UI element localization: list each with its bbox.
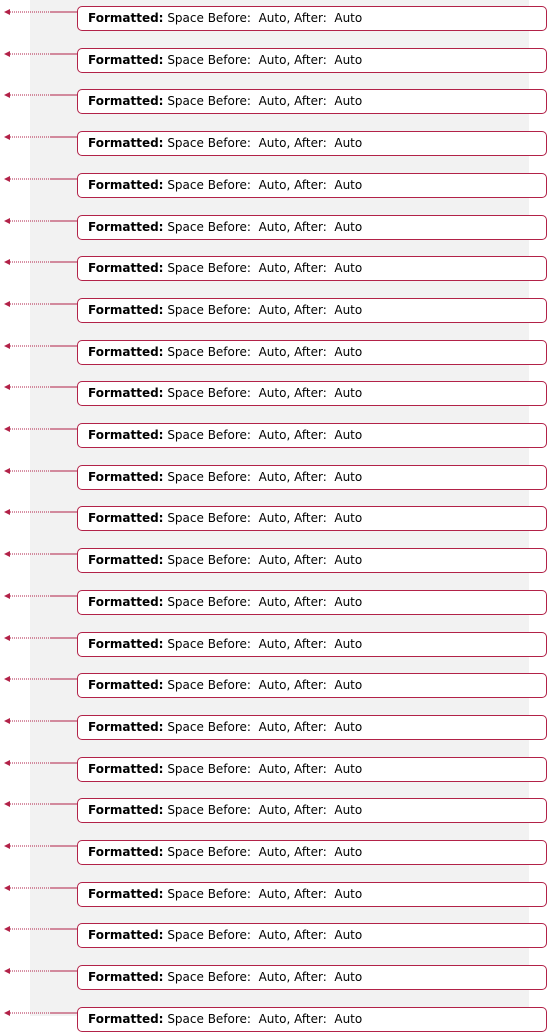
- balloon-label: Formatted:: [88, 720, 164, 734]
- balloon-row: [0, 256, 529, 284]
- balloon-connector-line: [0, 923, 80, 951]
- balloon-detail: Space Before: Auto, After: Auto: [167, 428, 363, 442]
- left-arrow-icon: [4, 51, 10, 57]
- balloon-row: [0, 590, 529, 618]
- left-arrow-icon: [4, 593, 10, 599]
- balloon-detail: Space Before: Auto, After: Auto: [167, 887, 363, 901]
- balloon-label: Formatted:: [88, 345, 164, 359]
- balloon-label: Formatted:: [88, 261, 164, 275]
- formatting-balloon[interactable]: [77, 798, 547, 823]
- balloon-detail: Space Before: Auto, After: Auto: [167, 678, 363, 692]
- balloon-connector-line: [0, 340, 80, 368]
- balloon-label: Formatted:: [88, 303, 164, 317]
- balloon-label: Formatted:: [88, 136, 164, 150]
- balloon-label: Formatted:: [88, 511, 164, 525]
- balloon-label: Formatted:: [88, 470, 164, 484]
- left-arrow-icon: [4, 259, 10, 265]
- formatting-balloon[interactable]: [77, 673, 547, 698]
- balloon-detail: Space Before: Auto, After: Auto: [167, 345, 363, 359]
- balloon-row: [0, 715, 529, 743]
- balloon-detail: Space Before: Auto, After: Auto: [167, 553, 363, 567]
- balloon-label: Formatted:: [88, 386, 164, 400]
- balloon-row: [0, 673, 529, 701]
- balloon-connector-line: [0, 798, 80, 826]
- balloon-detail: Space Before: Auto, After: Auto: [167, 386, 363, 400]
- balloon-detail: Space Before: Auto, After: Auto: [167, 720, 363, 734]
- balloon-row: [0, 6, 529, 34]
- balloon-detail: Space Before: Auto, After: Auto: [167, 220, 363, 234]
- left-arrow-icon: [4, 468, 10, 474]
- left-arrow-icon: [4, 885, 10, 891]
- balloon-label: Formatted:: [88, 803, 164, 817]
- balloon-connector-line: [0, 6, 80, 34]
- balloon-detail: Space Before: Auto, After: Auto: [167, 803, 363, 817]
- balloon-detail: Space Before: Auto, After: Auto: [167, 762, 363, 776]
- balloon-detail: Space Before: Auto, After: Auto: [167, 94, 363, 108]
- balloon-connector-line: [0, 757, 80, 785]
- balloon-connector-line: [0, 590, 80, 618]
- left-arrow-icon: [4, 426, 10, 432]
- balloon-row: [0, 1007, 529, 1035]
- formatting-balloon[interactable]: [77, 215, 547, 240]
- balloon-connector-line: [0, 632, 80, 660]
- balloon-row: [0, 506, 529, 534]
- balloon-connector-line: [0, 465, 80, 493]
- balloon-connector-line: [0, 256, 80, 284]
- balloon-detail: Space Before: Auto, After: Auto: [167, 1012, 363, 1026]
- balloon-row: [0, 215, 529, 243]
- left-arrow-icon: [4, 218, 10, 224]
- balloon-detail: Space Before: Auto, After: Auto: [167, 595, 363, 609]
- balloon-connector-line: [0, 673, 80, 701]
- balloon-detail: Space Before: Auto, After: Auto: [167, 928, 363, 942]
- balloon-label: Formatted:: [88, 94, 164, 108]
- formatting-balloon[interactable]: [77, 381, 547, 406]
- formatting-balloon[interactable]: [77, 840, 547, 865]
- balloon-row: [0, 757, 529, 785]
- formatting-balloon[interactable]: [77, 882, 547, 907]
- balloon-row: [0, 423, 529, 451]
- formatting-balloon[interactable]: [77, 757, 547, 782]
- balloon-row: [0, 632, 529, 660]
- balloon-label: Formatted:: [88, 887, 164, 901]
- balloon-row: [0, 840, 529, 868]
- balloon-row: [0, 173, 529, 201]
- balloon-row: [0, 298, 529, 326]
- balloon-label: Formatted:: [88, 762, 164, 776]
- balloon-detail: Space Before: Auto, After: Auto: [167, 178, 363, 192]
- balloon-row: [0, 131, 529, 159]
- balloon-detail: Space Before: Auto, After: Auto: [167, 261, 363, 275]
- left-arrow-icon: [4, 801, 10, 807]
- left-arrow-icon: [4, 718, 10, 724]
- balloon-detail: Space Before: Auto, After: Auto: [167, 470, 363, 484]
- balloon-detail: Space Before: Auto, After: Auto: [167, 136, 363, 150]
- balloon-connector-line: [0, 298, 80, 326]
- balloon-detail: Space Before: Auto, After: Auto: [167, 970, 363, 984]
- balloon-label: Formatted:: [88, 637, 164, 651]
- balloon-connector-line: [0, 381, 80, 409]
- formatting-balloon[interactable]: [77, 256, 547, 281]
- balloon-detail: Space Before: Auto, After: Auto: [167, 845, 363, 859]
- balloon-detail: Space Before: Auto, After: Auto: [167, 511, 363, 525]
- formatting-balloon[interactable]: [77, 590, 547, 615]
- formatting-balloon[interactable]: [77, 965, 547, 990]
- balloon-label: Formatted:: [88, 970, 164, 984]
- balloon-detail: Space Before: Auto, After: Auto: [167, 53, 363, 67]
- formatting-balloon[interactable]: [77, 340, 547, 365]
- left-arrow-icon: [4, 926, 10, 932]
- balloon-row: [0, 882, 529, 910]
- left-arrow-icon: [4, 92, 10, 98]
- balloon-connector-line: [0, 506, 80, 534]
- balloon-detail: Space Before: Auto, After: Auto: [167, 11, 363, 25]
- balloon-row: [0, 340, 529, 368]
- balloon-label: Formatted:: [88, 220, 164, 234]
- balloon-connector-line: [0, 715, 80, 743]
- balloon-label: Formatted:: [88, 553, 164, 567]
- balloon-detail: Space Before: Auto, After: Auto: [167, 637, 363, 651]
- balloon-connector-line: [0, 89, 80, 117]
- left-arrow-icon: [4, 1010, 10, 1016]
- balloon-row: [0, 965, 529, 993]
- balloon-row: [0, 798, 529, 826]
- balloon-label: Formatted:: [88, 178, 164, 192]
- balloon-connector-line: [0, 882, 80, 910]
- balloon-label: Formatted:: [88, 11, 164, 25]
- balloon-detail: Space Before: Auto, After: Auto: [167, 303, 363, 317]
- formatting-balloon[interactable]: [77, 548, 547, 573]
- formatting-balloon[interactable]: [77, 923, 547, 948]
- balloon-connector-line: [0, 131, 80, 159]
- left-arrow-icon: [4, 635, 10, 641]
- balloon-label: Formatted:: [88, 428, 164, 442]
- left-arrow-icon: [4, 676, 10, 682]
- balloon-row: [0, 548, 529, 576]
- balloon-connector-line: [0, 965, 80, 993]
- formatting-balloon[interactable]: [77, 48, 547, 73]
- left-arrow-icon: [4, 343, 10, 349]
- left-arrow-icon: [4, 509, 10, 515]
- balloon-connector-line: [0, 48, 80, 76]
- balloon-label: Formatted:: [88, 1012, 164, 1026]
- formatting-balloon[interactable]: [77, 715, 547, 740]
- formatting-balloon[interactable]: [77, 298, 547, 323]
- left-arrow-icon: [4, 176, 10, 182]
- balloon-row: [0, 48, 529, 76]
- left-arrow-icon: [4, 760, 10, 766]
- left-arrow-icon: [4, 301, 10, 307]
- balloon-connector-line: [0, 1007, 80, 1035]
- formatting-balloon[interactable]: [77, 6, 547, 31]
- formatting-balloon[interactable]: [77, 173, 547, 198]
- left-arrow-icon: [4, 134, 10, 140]
- balloon-connector-line: [0, 548, 80, 576]
- balloon-label: Formatted:: [88, 53, 164, 67]
- left-arrow-icon: [4, 551, 10, 557]
- formatting-balloon[interactable]: [77, 423, 547, 448]
- balloon-label: Formatted:: [88, 595, 164, 609]
- formatting-balloon[interactable]: [77, 131, 547, 156]
- balloon-connector-line: [0, 840, 80, 868]
- left-arrow-icon: [4, 9, 10, 15]
- balloon-label: Formatted:: [88, 928, 164, 942]
- balloon-connector-line: [0, 423, 80, 451]
- balloon-label: Formatted:: [88, 678, 164, 692]
- balloon-row: [0, 465, 529, 493]
- left-arrow-icon: [4, 968, 10, 974]
- balloon-row: [0, 381, 529, 409]
- balloon-row: [0, 89, 529, 117]
- formatting-balloon[interactable]: [77, 89, 547, 114]
- formatting-balloon[interactable]: [77, 506, 547, 531]
- left-arrow-icon: [4, 843, 10, 849]
- formatting-balloon[interactable]: [77, 1007, 547, 1032]
- left-arrow-icon: [4, 384, 10, 390]
- formatting-balloon[interactable]: [77, 632, 547, 657]
- balloon-connector-line: [0, 215, 80, 243]
- balloon-connector-line: [0, 173, 80, 201]
- balloon-label: Formatted:: [88, 845, 164, 859]
- formatting-balloon[interactable]: [77, 465, 547, 490]
- balloon-row: [0, 923, 529, 951]
